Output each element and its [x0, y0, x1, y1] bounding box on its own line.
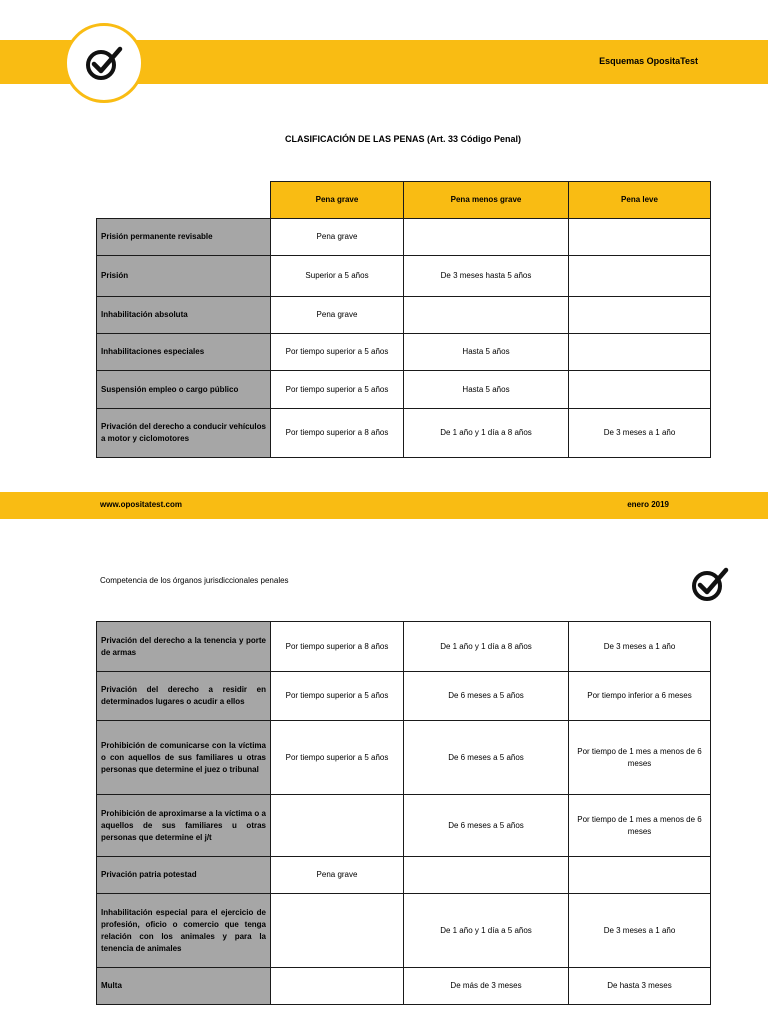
row-label: Multa: [97, 968, 271, 1005]
table-cell: Por tiempo superior a 5 años: [271, 334, 404, 371]
row-label: Prisión: [97, 256, 271, 297]
table-cell: [569, 857, 711, 894]
check-circle-icon: [84, 45, 124, 81]
row-label: Inhabilitaciones especiales: [97, 334, 271, 371]
table-cell: De 3 meses a 1 año: [569, 894, 711, 968]
section-heading: Competencia de los órganos jurisdiccionales penales: [100, 576, 289, 585]
table-cell: Hasta 5 años: [404, 371, 569, 409]
row-label: Privación del derecho a residir en determinados lugares o acudir a ellos: [97, 672, 271, 721]
table-cell: [404, 857, 569, 894]
table-cell: De 1 año y 1 día a 5 años: [404, 894, 569, 968]
table-row: [97, 297, 711, 334]
table-cell: Por tiempo inferior a 6 meses: [569, 672, 711, 721]
table-cell: Hasta 5 años: [404, 334, 569, 371]
column-header: Pena leve: [569, 182, 711, 219]
row-label: Privación del derecho a conducir vehículos a motor y ciclomotores: [97, 409, 271, 458]
table-cell: [271, 968, 404, 1005]
table-cell: [569, 297, 711, 334]
column-header: Pena grave: [271, 182, 404, 219]
table-cell: [271, 894, 404, 968]
penalty-table-1: [96, 181, 711, 458]
table-row: [97, 219, 711, 256]
table-cell: [404, 297, 569, 334]
table-row: [97, 334, 711, 371]
table-cell: De 6 meses a 5 años: [404, 672, 569, 721]
table-cell: De 3 meses hasta 5 años: [404, 256, 569, 297]
column-header: Pena menos grave: [404, 182, 569, 219]
table-cell: [404, 219, 569, 256]
page-title: CLASIFICACIÓN DE LAS PENAS (Art. 33 Código Penal): [284, 134, 522, 144]
table-row: [97, 672, 711, 721]
penalty-table-2: [96, 621, 711, 1005]
table-row: [97, 371, 711, 409]
table-cell: [569, 256, 711, 297]
table-row: [97, 622, 711, 672]
table-cell: De hasta 3 meses: [569, 968, 711, 1005]
table-cell: Por tiempo superior a 5 años: [271, 721, 404, 795]
table-cell: De 3 meses a 1 año: [569, 409, 711, 458]
table-cell: De 3 meses a 1 año: [569, 622, 711, 672]
row-label: Privación del derecho a la tenencia y porte de armas: [97, 622, 271, 672]
table-cell: [569, 334, 711, 371]
table-row: [97, 256, 711, 297]
footer-date: enero 2019: [627, 500, 669, 509]
table-cell: De 6 meses a 5 años: [404, 721, 569, 795]
row-label: Suspensión empleo o cargo público: [97, 371, 271, 409]
corner-cell: [97, 182, 271, 219]
table-cell: Superior a 5 años: [271, 256, 404, 297]
table-cell: Por tiempo de 1 mes a menos de 6 meses: [569, 721, 711, 795]
table-cell: [569, 219, 711, 256]
table-row: [97, 409, 711, 458]
footer-url[interactable]: www.opositatest.com: [100, 500, 182, 509]
row-label: Inhabilitación absoluta: [97, 297, 271, 334]
row-label: Inhabilitación especial para el ejercicio de profesión, oficio o comercio que tenga relación con los animales y para la tenencia de animales: [97, 894, 271, 968]
table-cell: Por tiempo superior a 5 años: [271, 371, 404, 409]
table-cell: De 6 meses a 5 años: [404, 795, 569, 857]
table-cell: [271, 795, 404, 857]
table-cell: Pena grave: [271, 219, 404, 256]
table-row: [97, 795, 711, 857]
table-cell: Por tiempo superior a 5 años: [271, 672, 404, 721]
row-label: Prohibición de comunicarse con la víctima o con aquellos de sus familiares u otras personas que determine el juez o tribunal: [97, 721, 271, 795]
table-row: [97, 721, 711, 795]
table-cell: Pena grave: [271, 857, 404, 894]
table-header-row: [97, 182, 711, 219]
row-label: Prisión permanente revisable: [97, 219, 271, 256]
table-cell: Por tiempo superior a 8 años: [271, 622, 404, 672]
row-label: Privación patria potestad: [97, 857, 271, 894]
table-row: [97, 857, 711, 894]
table-cell: De 1 año y 1 día a 8 años: [404, 409, 569, 458]
row-label: Prohibición de aproximarse a la víctima o a aquellos de sus familiares u otras personas que determine el j/t: [97, 795, 271, 857]
table-cell: [569, 371, 711, 409]
brand-name: Esquemas OpositaTest: [599, 56, 698, 66]
table-cell: De 1 año y 1 día a 8 años: [404, 622, 569, 672]
table-cell: Por tiempo superior a 8 años: [271, 409, 404, 458]
check-circle-icon: [690, 566, 730, 602]
table-cell: Pena grave: [271, 297, 404, 334]
table-cell: Por tiempo de 1 mes a menos de 6 meses: [569, 795, 711, 857]
table-row: [97, 968, 711, 1005]
table-cell: De más de 3 meses: [404, 968, 569, 1005]
table-row: [97, 894, 711, 968]
logo: [64, 23, 144, 103]
